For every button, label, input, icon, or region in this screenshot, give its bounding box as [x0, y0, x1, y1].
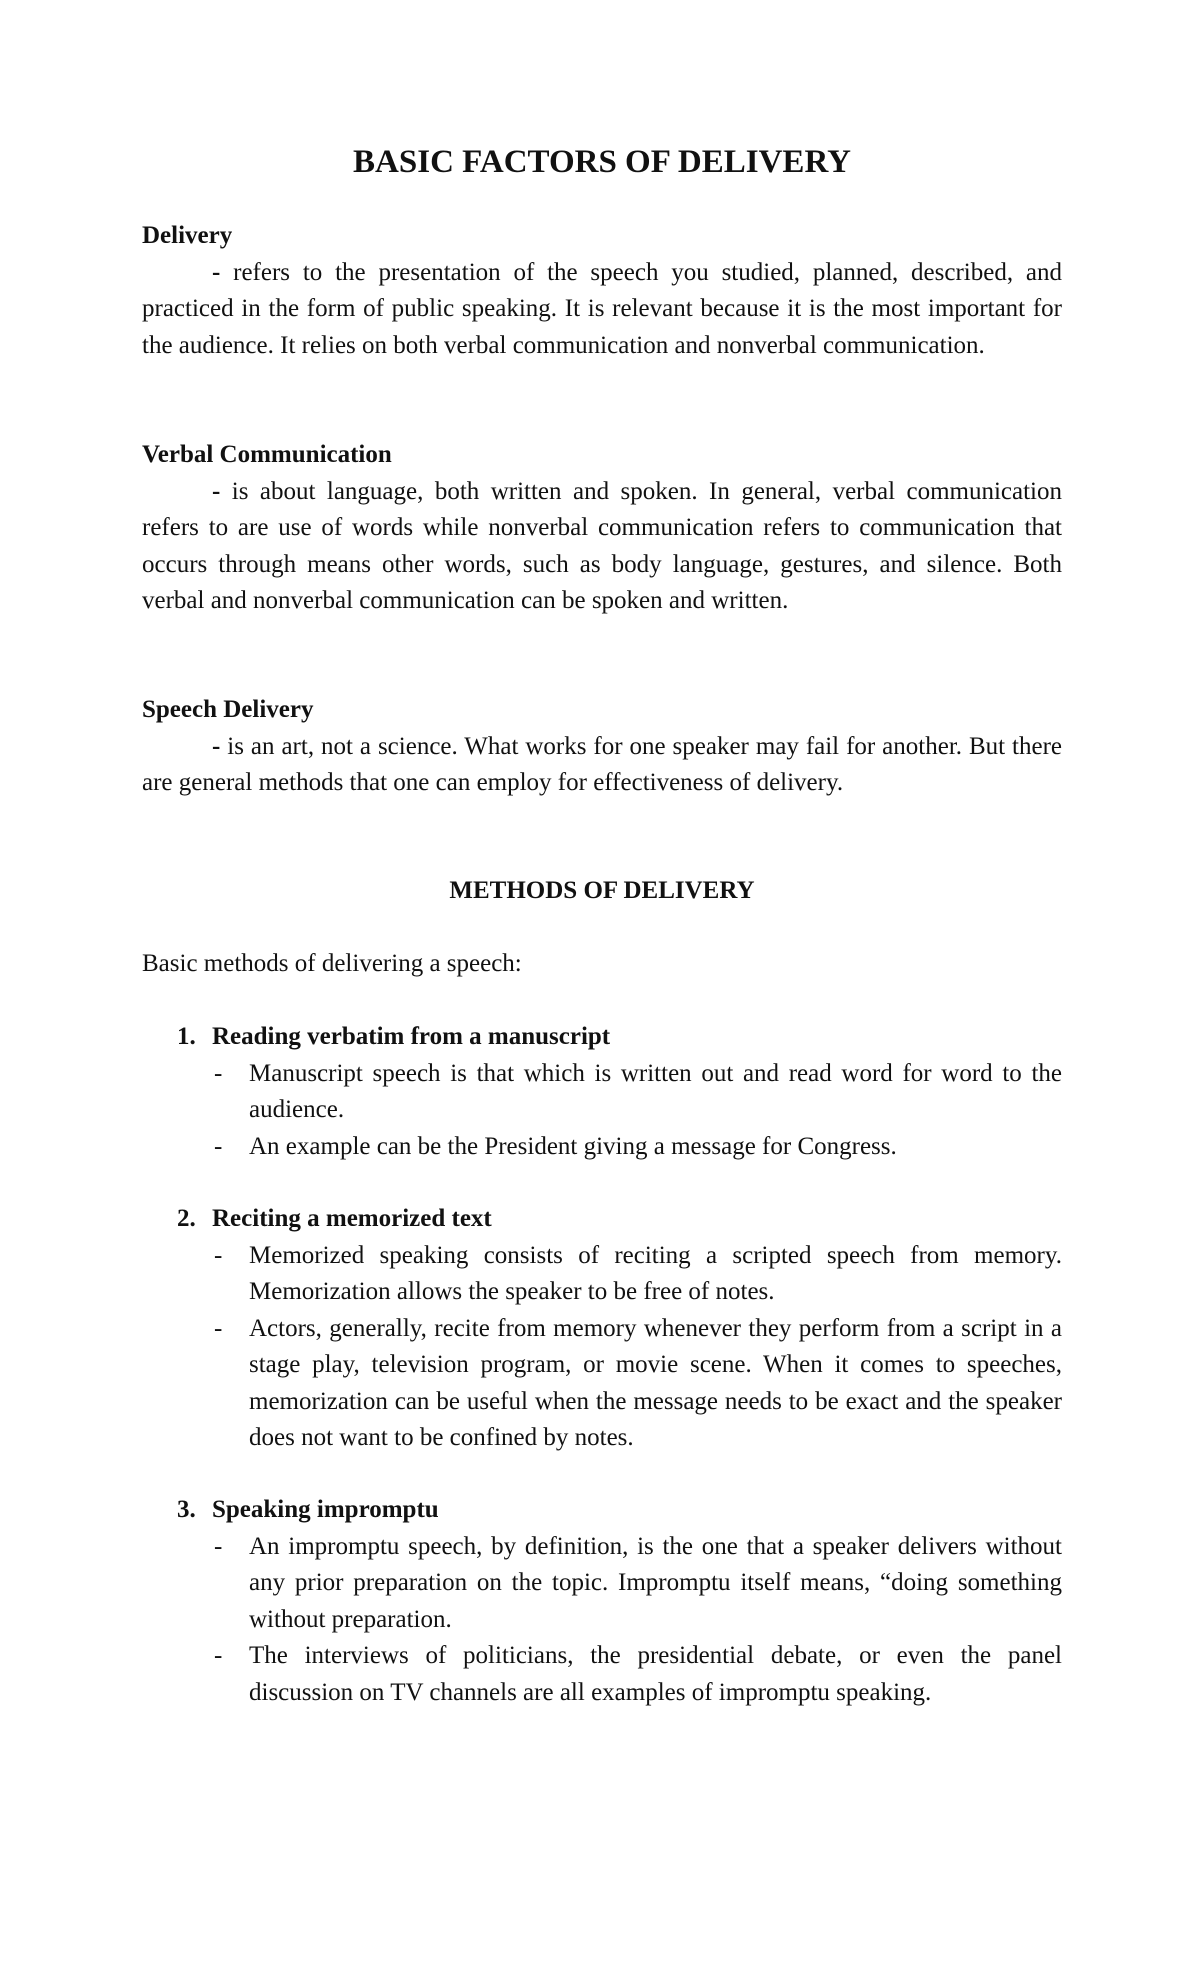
section-heading: Verbal Communication	[142, 441, 392, 468]
bullet-dash: -	[214, 1314, 223, 1342]
bullet-dash: -	[214, 1241, 223, 1269]
method-bullet	[142, 1529, 1062, 1639]
dash-marker: -	[212, 258, 221, 286]
section-text: is an art, not a science. What works for one speaker may fail for another. But there are general methods that one can employ for effectiveness of delivery.	[142, 732, 1062, 796]
section-body	[142, 255, 1062, 365]
bullet-text: Memorized speaking consists of reciting a scripted speech from memory. Memorization allows the speaker to be free of notes.	[249, 1241, 1062, 1305]
section-verbal-communication	[142, 437, 1062, 620]
method-item	[142, 1201, 1062, 1457]
method-bullet	[142, 1056, 1062, 1129]
section-speech-delivery	[142, 692, 1062, 802]
bullet-text: An example can be the President giving a message for Congress.	[249, 1132, 897, 1160]
method-bullet	[142, 1311, 1062, 1457]
method-item	[142, 1019, 1062, 1165]
method-item	[142, 1492, 1062, 1711]
method-title	[142, 1201, 1062, 1238]
dash-marker: -	[212, 477, 221, 505]
method-title-text: Reciting a memorized text	[212, 1205, 492, 1232]
method-bullet	[142, 1129, 1062, 1166]
dash-marker: -	[212, 732, 221, 760]
method-title-text: Speaking impromptu	[212, 1496, 439, 1523]
methods-heading: METHODS OF DELIVERY	[449, 877, 755, 904]
method-bullet	[142, 1638, 1062, 1711]
section-delivery	[142, 218, 1062, 364]
method-number: 2.	[177, 1205, 196, 1232]
methods-intro-block	[142, 946, 1062, 983]
method-bullet	[142, 1238, 1062, 1311]
section-text: refers to the presentation of the speech you studied, planned, described, and practiced in the form of public speaking. It is relevant because it is the most important for the audience. It relies on both verbal communication and nonverbal communication.	[142, 258, 1062, 359]
bullet-dash: -	[214, 1059, 223, 1087]
bullet-dash: -	[214, 1642, 223, 1669]
bullet-text: Actors, generally, recite from memory whenever they perform from a script in a stage play, television program, or movie scene. When it comes to speeches, memorization can be useful when the message needs to be exact and the speaker does not want to be confined by notes.	[249, 1314, 1062, 1451]
bullet-dash: -	[214, 1132, 223, 1160]
methods-intro: Basic methods of delivering a speech:	[142, 950, 522, 977]
method-number: 3.	[177, 1496, 196, 1523]
method-title	[142, 1492, 1062, 1529]
method-title-text: Reading verbatim from a manuscript	[212, 1023, 611, 1050]
section-body	[142, 729, 1062, 802]
method-number: 1.	[177, 1023, 196, 1050]
section-heading: Speech Delivery	[142, 696, 314, 723]
bullet-dash: -	[214, 1532, 223, 1560]
section-heading: Delivery	[142, 222, 233, 249]
bullet-text: Manuscript speech is that which is written out and read word for word to the audience.	[249, 1059, 1062, 1123]
section-text: is about language, both written and spoken. In general, verbal communication refers to are use of words while nonverbal communication refers to communication that occurs through means other words, such as body language, gestures, and silence. Both verbal and nonverbal communication can be spoken and written.	[142, 477, 1063, 614]
bullet-text: An impromptu speech, by definition, is the one that a speaker delivers without any prior preparation on the topic. Impromptu itself means, “doing something without preparation.	[249, 1532, 1062, 1633]
methods-heading-block	[142, 873, 1062, 910]
document-title: BASIC FACTORS OF DELIVERY	[353, 144, 851, 180]
section-body	[142, 474, 1062, 620]
bullet-text: The interviews of politicians, the presidential debate, or even the panel discussion on TV channels are all examples of impromptu speaking.	[249, 1642, 1062, 1706]
method-title	[142, 1019, 1062, 1056]
